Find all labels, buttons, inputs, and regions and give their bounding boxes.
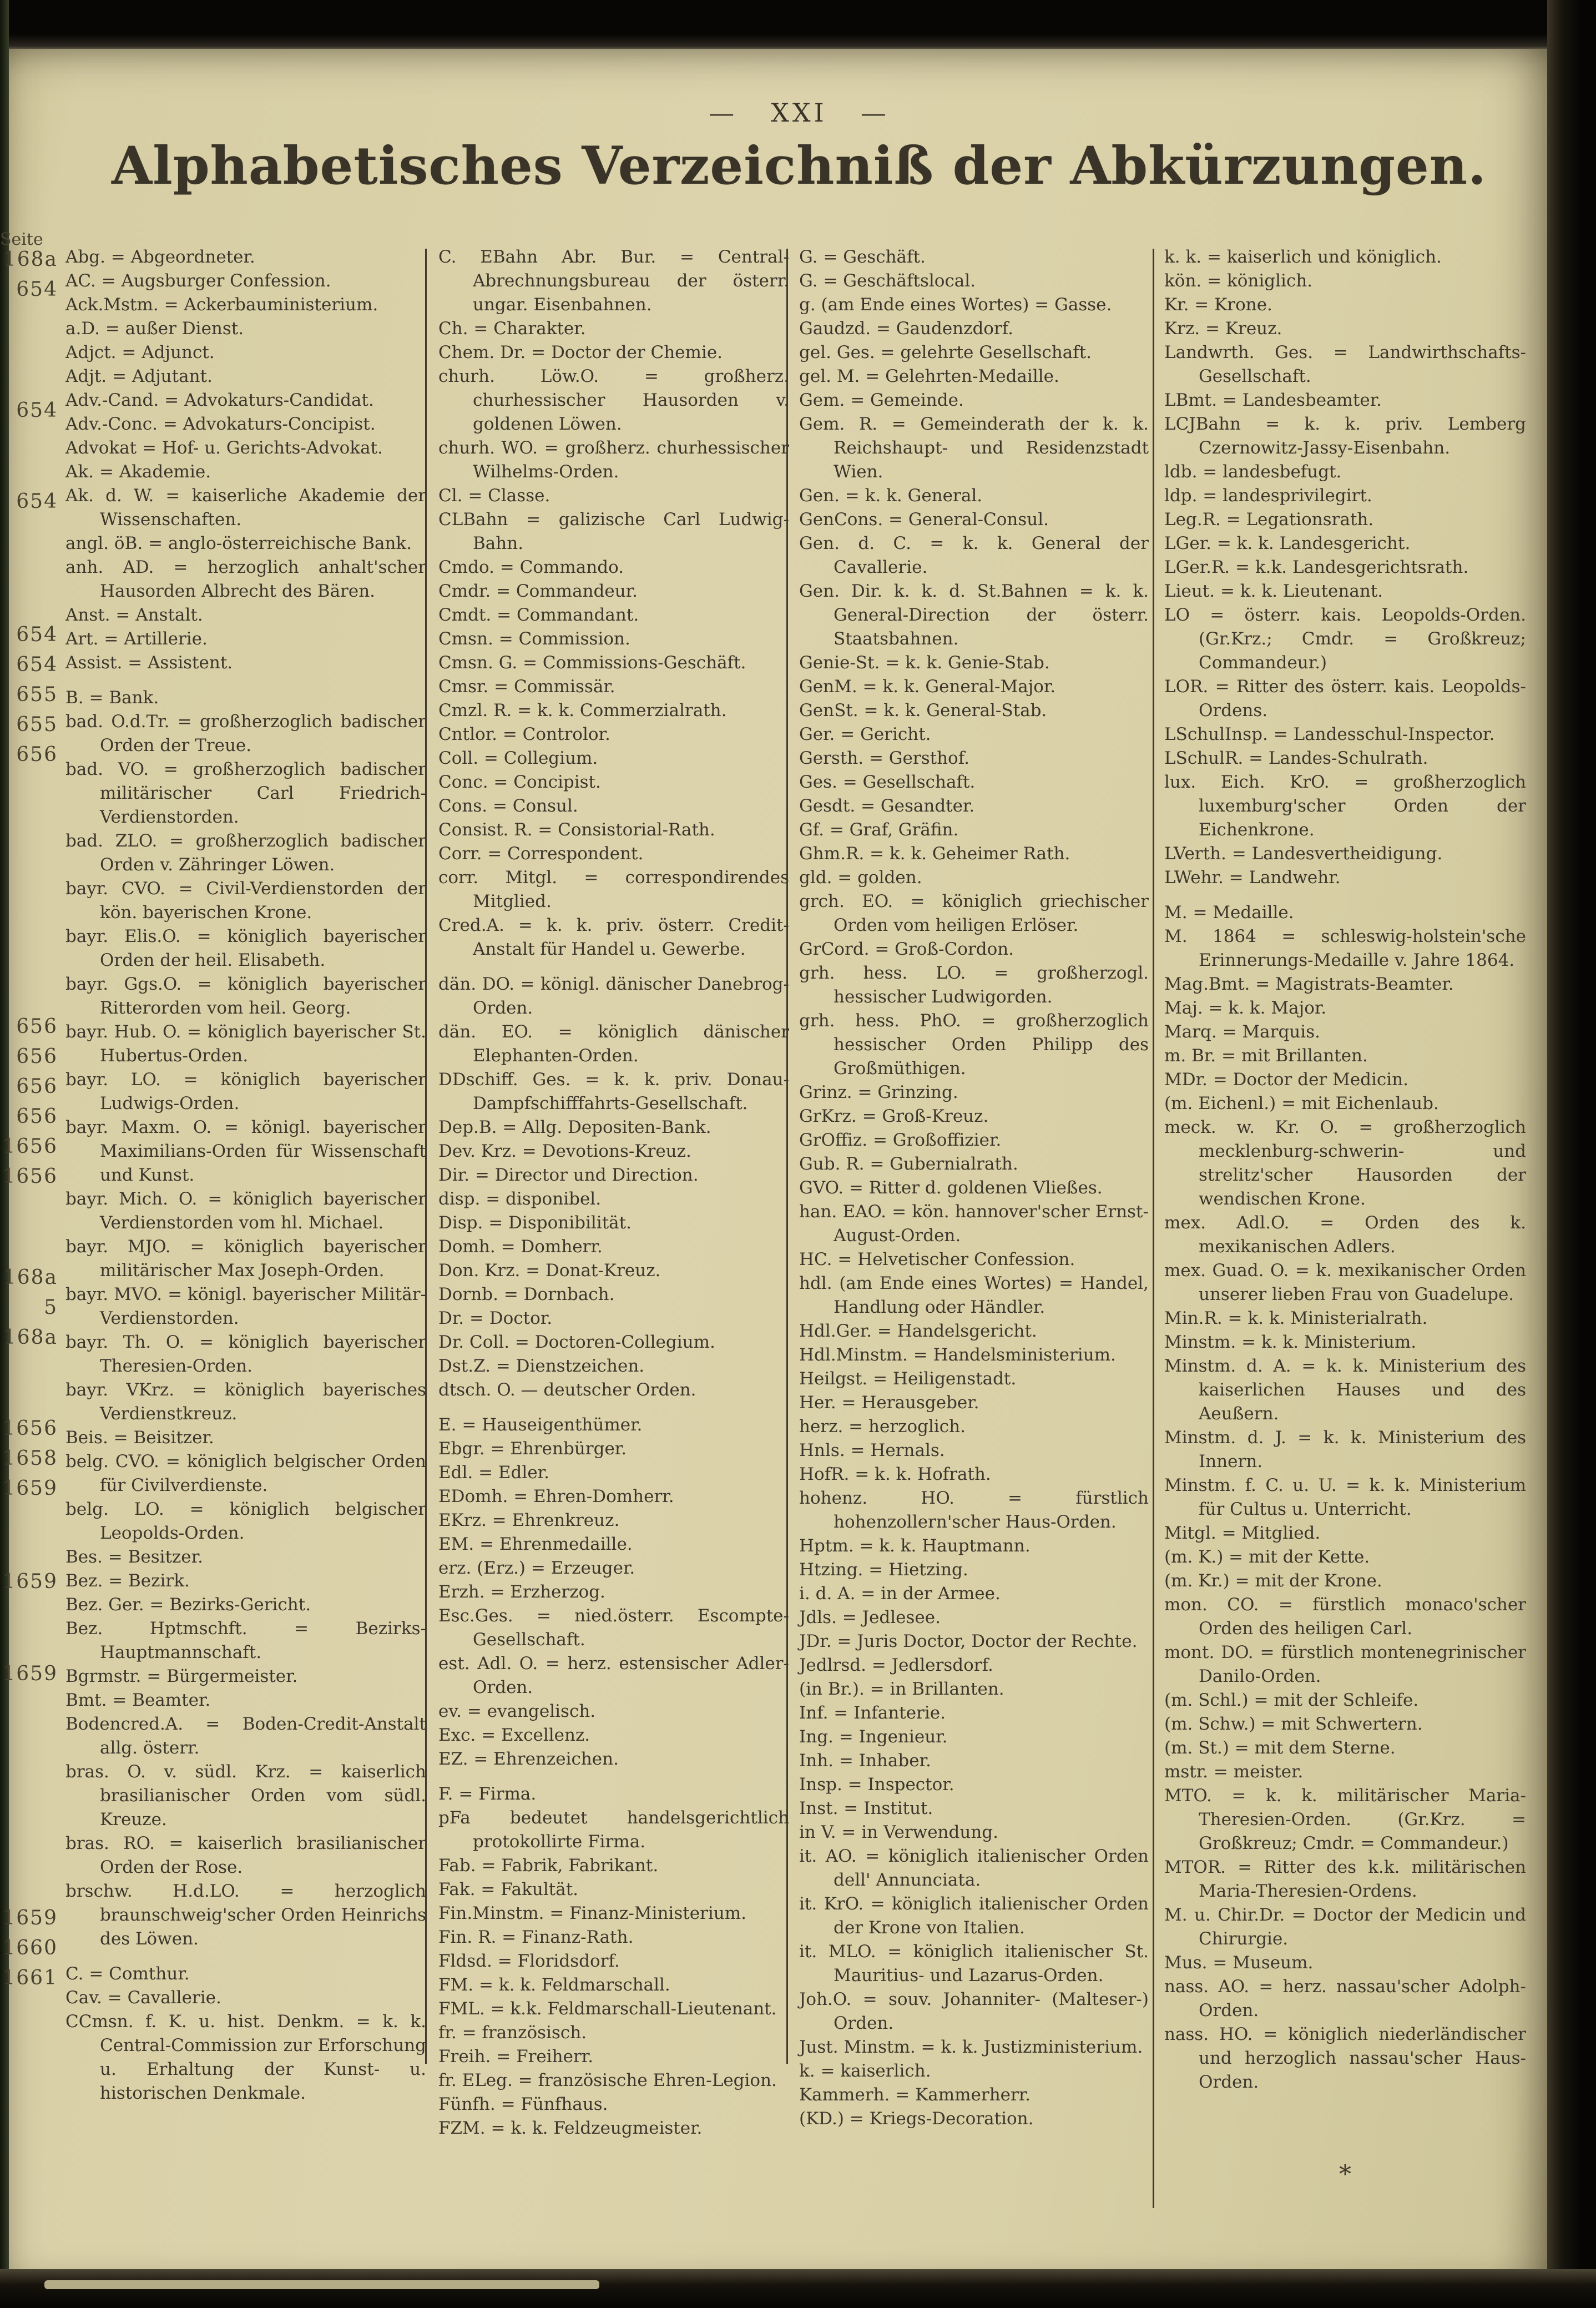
abbreviation-entry: Hptm. = k. k. Hauptmann. <box>799 1536 1031 1556</box>
abbreviation-entry: Bez. Hptmschft. = Bezirks-Hauptmannschaft. <box>65 1619 426 1662</box>
abbreviation-entry: Mag.Bmt. = Magistrats-Beamter. <box>1164 974 1454 994</box>
abbreviation-entry: bayr. Hub. O. = königlich bayerischer St. Hubertus-Orden. <box>65 1022 426 1066</box>
margin-page-ref: 656 <box>16 1015 58 1038</box>
abbreviation-entry: EZ. = Ehrenzeichen. <box>438 1749 619 1769</box>
abbreviation-entry: FML. = k.k. Feldmarschall-Lieutenant. <box>438 1999 777 2019</box>
abbreviation-entry: M. u. Chir.Dr. = Doctor der Medicin und Chirurgie. <box>1164 1905 1526 1949</box>
abbreviation-entry: Gub. R. = Gubernialrath. <box>799 1154 1018 1174</box>
abbreviation-entry: fr. ELeg. = französische Ehren-Legion. <box>438 2070 777 2090</box>
abbreviation-entry: Cntlor. = Controlor. <box>438 724 610 744</box>
abbreviation-entry: herz. = herzoglich. <box>799 1417 966 1437</box>
abbreviation-entry: Minstm. f. C. u. U. = k. k. Ministerium für Cultus u. Unterricht. <box>1164 1475 1526 1519</box>
abbreviation-entry: Inh. = Inhaber. <box>799 1751 931 1771</box>
abbreviation-entry: HofR. = k. k. Hofrath. <box>799 1464 991 1484</box>
margin-page-ref: 654 <box>16 653 58 676</box>
abbreviation-entry: gel. M. = Gelehrten-Medaille. <box>799 366 1059 386</box>
abbreviation-entry: Corr. = Correspondent. <box>438 844 644 864</box>
abbreviation-entry: erz. (Erz.) = Erzeuger. <box>438 1558 635 1578</box>
abbreviation-entry: EM. = Ehrenmedaille. <box>438 1534 633 1554</box>
scan-right-edge <box>1547 0 1596 2308</box>
abbreviation-entry: (m. Eichenl.) = mit Eichenlaub. <box>1164 1093 1439 1113</box>
abbreviation-entry: Just. Minstm. = k. k. Justizministerium. <box>799 2037 1143 2057</box>
abbreviation-entry: LSchulR. = Landes-Schulrath. <box>1164 748 1428 768</box>
abbreviation-entry: Dep.B. = Allg. Depositen-Bank. <box>438 1117 711 1137</box>
abbreviation-entry: MDr. = Doctor der Medicin. <box>1164 1070 1409 1090</box>
abbreviation-entry: G. = Geschäft. <box>799 247 926 267</box>
abbreviation-entry: Art. = Artillerie. <box>65 629 208 649</box>
abbreviation-column-4 <box>1164 245 1526 2094</box>
abbreviation-entry: Freih. = Freiherr. <box>438 2047 594 2067</box>
abbreviation-entry: Her. = Herausgeber. <box>799 1393 979 1413</box>
abbreviation-entry: in V. = in Verwendung. <box>799 1822 998 1842</box>
abbreviation-entry: Gem. = Gemeinde. <box>799 390 964 410</box>
abbreviation-entry: C. = Comthur. <box>65 1964 190 1984</box>
margin-page-ref: 655 <box>16 683 58 706</box>
abbreviation-entry: churh. Löw.O. = großherz. churhessischer Hausorden v. goldenen Löwen. <box>438 366 789 434</box>
abbreviation-entry: mex. Adl.O. = Orden des k. mexikanischen Adlers. <box>1164 1213 1526 1257</box>
abbreviation-entry: fr. = französisch. <box>438 2023 587 2043</box>
abbreviation-entry: G. = Geschäftslocal. <box>799 271 976 291</box>
abbreviation-entry: MTOR. = Ritter des k.k. militärischen Maria-Theresien-Ordens. <box>1164 1857 1526 1901</box>
abbreviation-entry: M. = Medaille. <box>1164 903 1294 923</box>
margin-page-ref: 1659 <box>2 1907 58 1929</box>
abbreviation-entry: Abg. = Abgeordneter. <box>65 247 255 267</box>
abbreviation-entry: Gen. Dir. k. k. d. St.Bahnen = k. k. General-Direction der österr. Staatsbahnen. <box>799 581 1149 649</box>
abbreviation-entry: kön. = königlich. <box>1164 271 1313 291</box>
abbreviation-entry: Domh. = Domherr. <box>438 1237 603 1257</box>
abbreviation-column-3 <box>799 245 1149 2131</box>
abbreviation-entry: GenSt. = k. k. General-Stab. <box>799 701 1047 720</box>
abbreviation-entry: Fab. = Fabrik, Fabrikant. <box>438 1856 659 1876</box>
abbreviation-column-1 <box>65 245 426 2105</box>
abbreviation-entry: Assist. = Assistent. <box>65 653 233 673</box>
abbreviation-entry: EDomh. = Ehren-Domherr. <box>438 1486 674 1506</box>
abbreviation-entry: Gesdt. = Gesandter. <box>799 796 975 816</box>
page-number-dash-right: — <box>860 98 890 128</box>
abbreviation-entry: Fin. R. = Finanz-Rath. <box>438 1927 634 1947</box>
abbreviation-entry: ldp. = landesprivilegirt. <box>1164 486 1372 506</box>
abbreviation-entry: ev. = evangelisch. <box>438 1701 596 1721</box>
abbreviation-entry: GenCons. = General-Consul. <box>799 510 1049 530</box>
abbreviation-entry: Bodencred.A. = Boden-Credit-Anstalt allg. österr. <box>65 1714 426 1758</box>
abbreviation-entry: pFa bedeutet handelsgerichtlich protokollirte Firma. <box>438 1808 789 1852</box>
abbreviation-entry: Advokat = Hof- u. Gerichts-Advokat. <box>65 438 383 458</box>
abbreviation-entry: Fünfh. = Fünfhaus. <box>438 2094 608 2114</box>
abbreviation-entry: Esc.Ges. = nied.österr. Escompte-Gesellschaft. <box>438 1606 789 1650</box>
abbreviation-entry: (m. Schw.) = mit Schwertern. <box>1164 1714 1423 1734</box>
abbreviation-entry: Cmzl. R. = k. k. Commerzialrath. <box>438 701 727 720</box>
abbreviation-entry: dtsch. O. — deutscher Orden. <box>438 1380 696 1400</box>
margin-page-ref: 1656 <box>2 1165 58 1188</box>
margin-page-ref: 168a <box>3 248 58 271</box>
abbreviation-entry: LO = österr. kais. Leopolds-Orden. (Gr.Krz.; Cmdr. = Großkreuz; Commandeur.) <box>1164 605 1526 673</box>
abbreviation-entry: Ack.Mstm. = Ackerbauministerium. <box>65 295 378 315</box>
abbreviation-entry: Landwrth. Ges. = Landwirthschafts-Gesellschaft. <box>1164 342 1526 386</box>
abbreviation-entry: i. d. A. = in der Armee. <box>799 1584 1001 1604</box>
abbreviation-entry: nass. HO. = königlich niederländischer und herzoglich nassau'scher Haus-Orden. <box>1164 2024 1526 2092</box>
abbreviation-entry: bayr. Elis.O. = königlich bayerischer Orden der heil. Elisabeth. <box>65 926 426 970</box>
abbreviation-entry: Gen. d. C. = k. k. General der Cavallerie. <box>799 533 1149 577</box>
abbreviation-entry: bad. ZLO. = großherzoglich badischer Orden v. Zähringer Löwen. <box>65 831 426 875</box>
abbreviation-entry: Chem. Dr. = Doctor der Chemie. <box>438 342 723 362</box>
abbreviation-entry: dän. DO. = königl. dänischer Danebrog-Orden. <box>438 974 789 1018</box>
abbreviation-entry: bayr. Th. O. = königlich bayerischer Theresien-Orden. <box>65 1332 426 1376</box>
abbreviation-entry: mstr. = meister. <box>1164 1762 1304 1782</box>
abbreviation-entry: Maj. = k. k. Major. <box>1164 998 1327 1018</box>
abbreviation-entry: Cmsr. = Commissär. <box>438 677 615 697</box>
footnote-star: * <box>1339 2160 1351 2189</box>
abbreviation-entry: Cmsn. G. = Commissions-Geschäft. <box>438 653 746 673</box>
abbreviation-entry: Inst. = Institut. <box>799 1798 933 1818</box>
abbreviation-entry: Gem. R. = Gemeinderath der k. k. Reichshaupt- und Residenzstadt Wien. <box>799 414 1149 482</box>
abbreviation-entry: bras. RO. = kaiserlich brasilianischer Orden der Rose. <box>65 1833 426 1877</box>
abbreviation-entry: E. = Hauseigenthümer. <box>438 1415 643 1435</box>
abbreviation-entry: Gen. = k. k. General. <box>799 486 983 506</box>
margin-page-ref: 1658 <box>2 1447 58 1470</box>
abbreviation-entry: bayr. LO. = königlich bayerischer Ludwigs-Orden. <box>65 1070 426 1113</box>
margin-page-ref: 1656 <box>2 1135 58 1158</box>
margin-page-ref: 655 <box>16 713 58 736</box>
margin-page-ref: 1659 <box>2 1570 58 1593</box>
abbreviation-entry: Inf. = Infanterie. <box>799 1703 946 1723</box>
abbreviation-entry: it. AO. = königlich italienischer Orden dell' Annunciata. <box>799 1846 1149 1890</box>
abbreviation-entry: Ak. d. W. = kaiserliche Akademie der Wissenschaften. <box>65 486 426 530</box>
abbreviation-entry: han. EAO. = kön. hannover'scher Ernst-August-Orden. <box>799 1202 1149 1246</box>
abbreviation-entry: (KD.) = Kriegs-Decoration. <box>799 2109 1034 2129</box>
margin-page-ref: 654 <box>16 278 58 301</box>
abbreviation-entry: mon. CO. = fürstlich monaco'scher Orden des heiligen Carl. <box>1164 1595 1526 1639</box>
margin-page-ref: 1659 <box>2 1662 58 1685</box>
margin-page-ref: 1661 <box>2 1967 58 1989</box>
abbreviation-entry: Mus. = Museum. <box>1164 1953 1314 1973</box>
abbreviation-entry: JDr. = Juris Doctor, Doctor der Rechte. <box>799 1631 1138 1651</box>
abbreviation-entry: FM. = k. k. Feldmarschall. <box>438 1975 670 1995</box>
abbreviation-entry: g. (am Ende eines Wortes) = Gasse. <box>799 295 1112 315</box>
abbreviation-entry: gel. Ges. = gelehrte Gesellschaft. <box>799 342 1092 362</box>
abbreviation-entry: bayr. MVO. = königl. bayerischer Militär-Verdienstorden. <box>65 1284 426 1328</box>
abbreviation-entry: Ebgr. = Ehrenbürger. <box>438 1439 627 1459</box>
underlying-page-edge <box>44 2280 599 2289</box>
abbreviation-entry: F. = Firma. <box>438 1784 537 1804</box>
abbreviation-entry: bad. VO. = großherzoglich badischer militärischer Carl Friedrich-Verdienstorden. <box>65 759 426 827</box>
margin-page-ref: 1659 <box>2 1477 58 1500</box>
page-title: Alphabetisches Verzeichniß der Abkürzungen. <box>112 135 1487 196</box>
abbreviation-entry: Adjt. = Adjutant. <box>65 366 213 386</box>
margin-page-ref: 168a <box>3 1266 58 1289</box>
abbreviation-entry: Fak. = Fakultät. <box>438 1879 579 1899</box>
abbreviation-entry: GrCord. = Groß-Cordon. <box>799 939 1014 959</box>
abbreviation-entry: Erzh. = Erzherzog. <box>438 1582 605 1602</box>
abbreviation-entry: EKrz. = Ehrenkreuz. <box>438 1510 620 1530</box>
abbreviation-entry: Kammerh. = Kammerherr. <box>799 2085 1031 2105</box>
abbreviation-entry: LGer.R. = k.k. Landesgerichtsrath. <box>1164 557 1469 577</box>
abbreviation-entry: LCJBahn = k. k. priv. Lemberg Czernowitz-Jassy-Eisenbahn. <box>1164 414 1526 458</box>
abbreviation-entry: bras. O. v. südl. Krz. = kaiserlich brasilianischer Orden vom südl. Kreuze. <box>65 1762 426 1830</box>
abbreviation-entry: Mitgl. = Mitglied. <box>1164 1523 1321 1543</box>
abbreviation-entry: Cmsn. = Commission. <box>438 629 630 649</box>
abbreviation-entry: Dornb. = Dornbach. <box>438 1284 615 1304</box>
abbreviation-entry: B. = Bank. <box>65 688 159 708</box>
page-number-dash-left: — <box>709 98 738 128</box>
abbreviation-entry: Adv.-Cand. = Advokaturs-Candidat. <box>65 390 374 410</box>
abbreviation-entry: GrOffiz. = Großoffizier. <box>799 1130 1002 1150</box>
abbreviation-entry: Joh.O. = souv. Johanniter- (Malteser-) Orden. <box>799 1989 1149 2033</box>
abbreviation-entry: Beis. = Beisitzer. <box>65 1428 214 1448</box>
abbreviation-entry: LSchulInsp. = Landesschul-Inspector. <box>1164 724 1495 744</box>
abbreviation-entry: grh. hess. PhO. = großherzoglich hessischer Orden Philipp des Großmüthigen. <box>799 1011 1149 1079</box>
abbreviation-entry: dän. EO. = königlich dänischer Elephanten-Orden. <box>438 1022 789 1066</box>
abbreviation-entry: bayr. Maxm. O. = königl. bayerischer Maximilians-Orden für Wissenschaft und Kunst. <box>65 1117 426 1185</box>
scan-top-edge <box>0 0 1596 49</box>
abbreviation-entry: GrKrz. = Groß-Kreuz. <box>799 1106 989 1126</box>
abbreviation-entry: AC. = Augsburger Confession. <box>65 271 331 291</box>
abbreviation-entry: Dev. Krz. = Devotions-Kreuz. <box>438 1141 691 1161</box>
abbreviation-entry: Dr. = Doctor. <box>438 1308 553 1328</box>
abbreviation-entry: Ghm.R. = k. k. Geheimer Rath. <box>799 844 1070 864</box>
abbreviation-entry: churh. WO. = großherz. churhessischer Wilhelms-Orden. <box>438 438 789 482</box>
abbreviation-entry: Marq. = Marquis. <box>1164 1022 1320 1042</box>
abbreviation-entry: a.D. = außer Dienst. <box>65 319 244 339</box>
abbreviation-entry: bayr. CVO. = Civil-Verdienstorden der kön. bayerischen Krone. <box>65 879 426 923</box>
margin-page-ref: 656 <box>16 743 58 766</box>
abbreviation-entry: LWehr. = Landwehr. <box>1164 868 1341 888</box>
abbreviation-entry: Don. Krz. = Donat-Kreuz. <box>438 1261 661 1281</box>
abbreviation-entry: bad. O.d.Tr. = großherzoglich badischer Orden der Treue. <box>65 712 426 755</box>
abbreviation-entry: CCmsn. f. K. u. hist. Denkm. = k. k. Central-Commission zur Erforschung u. Erhaltung der Kunst- u. historischen Denkmale. <box>65 2012 426 2103</box>
abbreviation-entry: M. 1864 = schleswig-holstein'sche Erinnerungs-Medaille v. Jahre 1864. <box>1164 926 1526 970</box>
abbreviation-entry: Bgrmstr. = Bürgermeister. <box>65 1666 298 1686</box>
abbreviation-entry: LOR. = Ritter des österr. kais. Leopolds-Ordens. <box>1164 677 1526 720</box>
abbreviation-entry: Krz. = Kreuz. <box>1164 319 1282 339</box>
margin-seite-label: Seite <box>0 230 43 249</box>
margin-page-ref: 656 <box>16 1105 58 1128</box>
abbreviation-entry: Jedlrsd. = Jedlersdorf. <box>799 1655 993 1675</box>
abbreviation-entry: Kr. = Krone. <box>1164 295 1272 315</box>
abbreviation-entry: (m. Kr.) = mit der Krone. <box>1164 1571 1382 1591</box>
margin-page-ref: 168a <box>3 1326 58 1349</box>
page-number-row <box>67 98 1532 128</box>
abbreviation-entry: DDschiff. Ges. = k. k. priv. Donau-Dampfschifffahrts-Gesellschaft. <box>438 1070 789 1113</box>
abbreviation-entry: Dir. = Director und Direction. <box>438 1165 699 1185</box>
abbreviation-entry: GenM. = k. k. General-Major. <box>799 677 1056 697</box>
abbreviation-entry: brschw. H.d.LO. = herzoglich braunschweig'scher Orden Heinrichs des Löwen. <box>65 1881 426 1949</box>
abbreviation-entry: Hdl.Minstm. = Handelsministerium. <box>799 1345 1116 1365</box>
abbreviation-entry: Adjct. = Adjunct. <box>65 342 215 362</box>
abbreviation-entry: Bmt. = Beamter. <box>65 1690 211 1710</box>
abbreviation-entry: MTO. = k. k. militärischer Maria-Theresien-Orden. (Gr.Krz. = Großkreuz; Cmdr. = Commandeur.) <box>1164 1786 1526 1853</box>
abbreviation-entry: Disp. = Disponibilität. <box>438 1213 632 1233</box>
abbreviation-entry: Anst. = Anstalt. <box>65 605 203 625</box>
abbreviation-entry: Bez. Ger. = Bezirks-Gericht. <box>65 1595 311 1615</box>
abbreviation-entry: Cmdr. = Commandeur. <box>438 581 638 601</box>
abbreviation-entry: Conc. = Concipist. <box>438 772 601 792</box>
abbreviation-entry: Min.R. = k. k. Ministerialrath. <box>1164 1308 1428 1328</box>
abbreviation-entry: GVO. = Ritter d. goldenen Vließes. <box>799 1178 1103 1198</box>
margin-page-ref: 1660 <box>2 1937 58 1959</box>
abbreviation-entry: it. KrO. = königlich italienischer Orden der Krone von Italien. <box>799 1894 1149 1938</box>
abbreviation-entry: (m. Schl.) = mit der Schleife. <box>1164 1690 1419 1710</box>
abbreviation-entry: est. Adl. O. = herz. estensischer Adler-Orden. <box>438 1654 789 1697</box>
abbreviation-entry: Gaudzd. = Gaudenzdorf. <box>799 319 1014 339</box>
abbreviation-entry: Exc. = Excellenz. <box>438 1725 590 1745</box>
margin-page-refs <box>0 0 59 2308</box>
abbreviation-entry: Minstm. d. J. = k. k. Ministerium des Innern. <box>1164 1428 1526 1472</box>
abbreviation-entry: HC. = Helvetischer Confession. <box>799 1249 1075 1269</box>
abbreviation-entry: gld. = golden. <box>799 868 922 888</box>
abbreviation-entry: CLBahn = galizische Carl Ludwig-Bahn. <box>438 510 789 553</box>
abbreviation-entry: Insp. = Inspector. <box>799 1775 954 1795</box>
abbreviation-entry: Ger. = Gericht. <box>799 724 931 744</box>
abbreviation-entry: Htzing. = Hietzing. <box>799 1560 968 1580</box>
abbreviation-entry: bayr. MJO. = königlich bayerischer militärischer Max Joseph-Orden. <box>65 1237 426 1281</box>
abbreviation-entry: m. Br. = mit Brillanten. <box>1164 1046 1368 1066</box>
abbreviation-entry: Cl. = Classe. <box>438 486 550 506</box>
abbreviation-entry: Cons. = Consul. <box>438 796 578 816</box>
abbreviation-entry: bayr. VKrz. = königlich bayerisches Verdienstkreuz. <box>65 1380 426 1424</box>
abbreviation-entry: corr. Mitgl. = correspondirendes Mitglied. <box>438 868 789 911</box>
abbreviation-entry: (in Br.). = in Brillanten. <box>799 1679 1004 1699</box>
abbreviation-entry: Fldsd. = Floridsdorf. <box>438 1951 620 1971</box>
margin-page-ref: 654 <box>16 490 58 513</box>
abbreviation-entry: anh. AD. = herzoglich anhalt'scher Hausorden Albrecht des Bären. <box>65 557 426 601</box>
abbreviation-entry: Genie-St. = k. k. Genie-Stab. <box>799 653 1050 673</box>
abbreviation-entry: grh. hess. LO. = großherzogl. hessischer Ludwigorden. <box>799 963 1149 1007</box>
abbreviation-entry: Ges. = Gesellschaft. <box>799 772 976 792</box>
margin-page-ref: 656 <box>16 1075 58 1098</box>
abbreviation-entry: disp. = disponibel. <box>438 1189 602 1209</box>
abbreviation-entry: Minstm. = k. k. Ministerium. <box>1164 1332 1417 1352</box>
abbreviation-entry: Cmdo. = Commando. <box>438 557 624 577</box>
abbreviation-entry: Cav. = Cavallerie. <box>65 1988 221 2008</box>
abbreviation-entry: Grinz. = Grinzing. <box>799 1082 958 1102</box>
margin-page-ref: 654 <box>16 399 58 422</box>
abbreviation-entry: (m. St.) = mit dem Sterne. <box>1164 1738 1396 1758</box>
abbreviation-entry: bayr. Ggs.O. = königlich bayerischer Ritterorden vom heil. Georg. <box>65 974 426 1018</box>
abbreviation-entry: Hdl.Ger. = Handelsgericht. <box>799 1321 1037 1341</box>
abbreviation-entry: k. k. = kaiserlich und königlich. <box>1164 247 1442 267</box>
abbreviation-entry: hohenz. HO. = fürstlich hohenzollern'scher Haus-Orden. <box>799 1488 1149 1532</box>
abbreviation-entry: belg. LO. = königlich belgischer Leopolds-Orden. <box>65 1499 426 1543</box>
abbreviation-entry: mex. Guad. O. = k. mexikanischer Orden unserer lieben Frau von Guadelupe. <box>1164 1261 1526 1304</box>
margin-page-ref: 656 <box>16 1045 58 1068</box>
abbreviation-entry: angl. öB. = anglo-österreichische Bank. <box>65 533 412 553</box>
abbreviation-entry: belg. CVO. = königlich belgischer Orden für Civilverdienste. <box>65 1452 426 1495</box>
abbreviation-entry: lux. Eich. KrO. = großherzoglich luxemburg'scher Orden der Eichenkrone. <box>1164 772 1526 840</box>
abbreviation-entry: Heilgst. = Heiligenstadt. <box>799 1369 1017 1389</box>
abbreviation-entry: LVerth. = Landesvertheidigung. <box>1164 844 1443 864</box>
abbreviation-entry: mont. DO. = fürstlich montenegrinischer Danilo-Orden. <box>1164 1642 1526 1686</box>
abbreviation-entry: Dr. Coll. = Doctoren-Collegium. <box>438 1332 715 1352</box>
abbreviation-entry: Cmdt. = Commandant. <box>438 605 639 625</box>
abbreviation-entry: Hnls. = Hernals. <box>799 1440 945 1460</box>
abbreviation-entry: Ch. = Charakter. <box>438 319 586 339</box>
abbreviation-entry: C. EBahn Abr. Bur. = Central-Abrechnungsbureau der österr. ungar. Eisenbahnen. <box>438 247 789 315</box>
abbreviation-entry: Fin.Minstm. = Finanz-Ministerium. <box>438 1903 747 1923</box>
abbreviation-entry: Ing. = Ingenieur. <box>799 1727 948 1747</box>
abbreviation-entry: Gf. = Graf, Gräfin. <box>799 820 959 840</box>
abbreviation-entry: Cred.A. = k. k. priv. österr. Credit-Anstalt für Handel u. Gewerbe. <box>438 915 789 959</box>
abbreviation-entry: Bes. = Besitzer. <box>65 1547 203 1567</box>
column-rule-3 <box>1153 249 1154 2208</box>
abbreviation-entry: Gersth. = Gersthof. <box>799 748 969 768</box>
abbreviation-entry: grch. EO. = königlich griechischer Orden vom heiligen Erlöser. <box>799 891 1149 935</box>
abbreviation-entry: ldb. = landesbefugt. <box>1164 462 1342 482</box>
abbreviation-column-2 <box>438 245 789 2140</box>
abbreviation-entry: Leg.R. = Legationsrath. <box>1164 510 1374 530</box>
margin-page-ref: 5 <box>44 1296 58 1319</box>
abbreviation-entry: Minstm. d. A. = k. k. Ministerium des kaiserlichen Hauses und des Aeußern. <box>1164 1356 1526 1424</box>
page-number: XXI <box>771 98 827 128</box>
abbreviation-entry: Dst.Z. = Dienstzeichen. <box>438 1356 645 1376</box>
margin-page-ref: 654 <box>16 623 58 646</box>
margin-page-ref: 1656 <box>2 1417 58 1440</box>
abbreviation-entry: bayr. Mich. O. = königlich bayerischer Verdienstorden vom hl. Michael. <box>65 1189 426 1233</box>
abbreviation-entry: Edl. = Edler. <box>438 1463 549 1483</box>
abbreviation-entry: FZM. = k. k. Feldzeugmeister. <box>438 2118 703 2138</box>
abbreviation-entry: Ak. = Akademie. <box>65 462 211 482</box>
abbreviation-entry: Adv.-Conc. = Advokaturs-Concipist. <box>65 414 376 434</box>
abbreviation-entry: Bez. = Bezirk. <box>65 1571 190 1591</box>
abbreviation-entry: it. MLO. = königlich italienischer St. Mauritius- und Lazarus-Orden. <box>799 1942 1149 1986</box>
abbreviation-entry: k. = kaiserlich. <box>799 2061 931 2081</box>
abbreviation-entry: Lieut. = k. k. Lieutenant. <box>1164 581 1383 601</box>
abbreviation-entry: meck. w. Kr. O. = großherzoglich mecklenburg-schwerin- und strelitz'scher Hausorden der wendischen Krone. <box>1164 1117 1526 1209</box>
abbreviation-entry: LBmt. = Landesbeamter. <box>1164 390 1382 410</box>
abbreviation-entry: hdl. (am Ende eines Wortes) = Handel, Handlung oder Händler. <box>799 1273 1149 1317</box>
abbreviation-entry: Coll. = Collegium. <box>438 748 598 768</box>
abbreviation-entry: Consist. R. = Consistorial-Rath. <box>438 820 715 840</box>
abbreviation-entry: Jdls. = Jedlesee. <box>799 1607 941 1627</box>
abbreviation-entry: (m. K.) = mit der Kette. <box>1164 1547 1370 1567</box>
abbreviation-entry: LGer. = k. k. Landesgericht. <box>1164 533 1411 553</box>
abbreviation-entry: nass. AO. = herz. nassau'scher Adolph-Orden. <box>1164 1977 1526 2020</box>
